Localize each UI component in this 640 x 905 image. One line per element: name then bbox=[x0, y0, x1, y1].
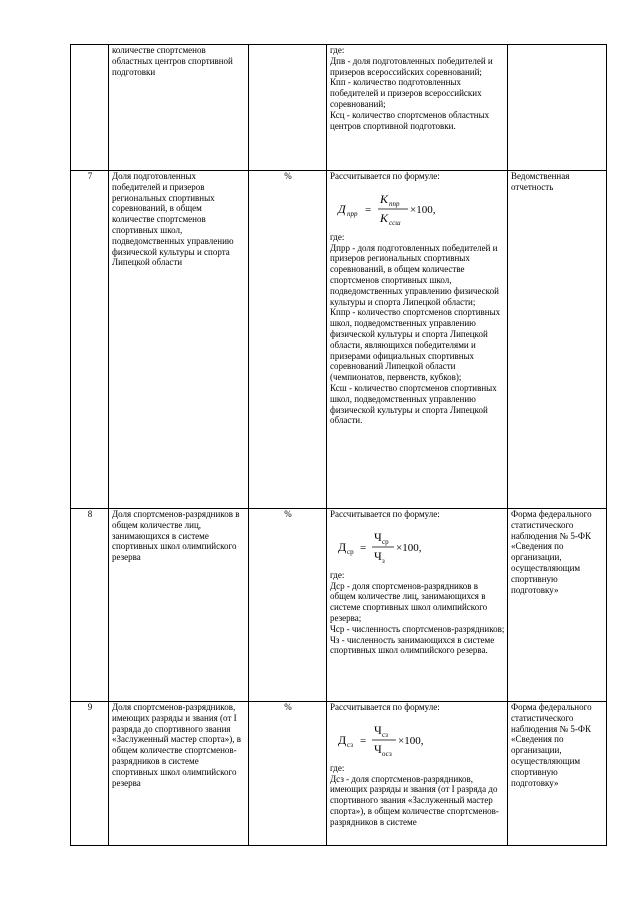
formula-equals: = bbox=[360, 541, 367, 554]
indicator-name: Доля спортсменов-разрядников, имеющих разряды и звания (от I разряда до спортивного звания «Заслуженный мастер спорта»), в общем количестве спортсменов-разрядников в системе спортивных школ олимпийского резерва bbox=[109, 702, 249, 846]
method-line: Дсз - доля спортсменов-разрядников, имеющих разряды и звания (от I разряда до спортивного звания «Заслуженный мастер спорта»), в общем количестве спортсменов-разрядников в системе bbox=[330, 773, 499, 827]
indicators-table bbox=[70, 44, 607, 846]
formula-lhs: Д bbox=[338, 201, 346, 216]
formula-denominator: К bbox=[380, 210, 388, 225]
formula-equals: = bbox=[365, 203, 372, 216]
formula-tail: ×100, bbox=[410, 203, 436, 216]
method-line: Чз - численность занимающихся в системе спортивных школ олимпийского резерва. bbox=[330, 634, 495, 656]
method-line: Ксц - количество спортсменов областных центров спортивной подготовки. bbox=[330, 109, 490, 131]
method-line: Дпв - доля подготовленных победителей и призеров всероссийских соревнований; bbox=[330, 55, 493, 77]
formula-numerator: К bbox=[380, 191, 388, 206]
method-line: где: bbox=[330, 569, 345, 580]
formula bbox=[336, 526, 505, 566]
row-number: 7 bbox=[71, 171, 109, 509]
indicator-name: Доля спортсменов-разрядников в общем количестве лиц, занимающихся в системе спортивных школ олимпийского резерва bbox=[109, 509, 249, 702]
table-row bbox=[71, 702, 607, 846]
table-row bbox=[71, 45, 607, 171]
method-line: где: bbox=[330, 762, 345, 773]
unit-cell: % bbox=[249, 702, 327, 846]
table-row bbox=[71, 509, 607, 702]
formula-lhs: Д bbox=[338, 732, 347, 747]
method-line: где: bbox=[330, 45, 345, 55]
formula-lhs: Д bbox=[338, 539, 347, 554]
formula-tail: ×100, bbox=[398, 734, 424, 747]
formula bbox=[336, 188, 505, 228]
indicator-name: количестве спортсменов областных центров спортивной подготовки bbox=[109, 45, 249, 171]
formula-numerator-sub: cз bbox=[382, 730, 388, 739]
method-line: Дпрр - доля подготовленных победителей и призеров региональных спортивных соревнований, в общем количестве спортсменов спортивных школ, подведомственных управлению физической культуры и спорта Липецкой области; bbox=[330, 242, 499, 307]
source-cell: Ведомственная отчетность bbox=[508, 171, 607, 509]
formula bbox=[336, 719, 505, 759]
source-cell bbox=[508, 45, 607, 171]
formula-numerator: Ч bbox=[374, 529, 382, 544]
formula-denominator-sub: осз bbox=[382, 749, 392, 758]
formula-graphic bbox=[336, 188, 456, 228]
method-cell bbox=[327, 509, 508, 702]
formula-denominator-sub: з bbox=[382, 556, 385, 565]
formula-tail: ×100, bbox=[396, 541, 422, 554]
formula-denominator-sub: ссш bbox=[389, 218, 401, 227]
method-line: Ксш - количество спортсменов спортивных школ, подведомственных управлению физической культуры и спорта Липецкой области. bbox=[330, 382, 497, 426]
method-line: Кпп - количество подготовленных победителей и призеров всероссийских соревнований; bbox=[330, 77, 482, 109]
method-line: где: bbox=[330, 231, 345, 242]
unit-cell: % bbox=[249, 509, 327, 702]
method-cell bbox=[327, 171, 508, 509]
formula-equals: = bbox=[360, 734, 367, 747]
formula-numerator-sub: ср bbox=[382, 537, 389, 546]
formula-lhs-sub: пpр bbox=[347, 209, 358, 218]
method-cell bbox=[327, 702, 508, 846]
formula-lhs-sub: сз bbox=[347, 740, 354, 749]
row-number bbox=[71, 45, 109, 171]
indicator-name: Доля подготовленных победителей и призеров региональных спортивных соревнований, в общем количестве спортсменов спортивных школ, подведомственных управлению физической культуры и спорта Липецкой области bbox=[109, 171, 249, 509]
row-number: 8 bbox=[71, 509, 109, 702]
formula-numerator-sub: ппр bbox=[389, 199, 400, 208]
method-line: Дср - доля спортсменов-разрядников в общем количестве лиц, занимающихся в системе спортивных школ олимпийского резерва; bbox=[330, 580, 488, 623]
formula-intro: Рассчитывается по формуле: bbox=[330, 171, 440, 181]
formula-intro: Рассчитывается по формуле: bbox=[330, 509, 440, 519]
formula-lhs-sub: ср bbox=[347, 547, 354, 556]
source-cell: Форма федерального статистического наблюдения № 5-ФК «Сведения по организации, осуществляющим спортивную подготовку» bbox=[508, 509, 607, 702]
formula-graphic bbox=[336, 719, 456, 759]
row-number: 9 bbox=[71, 702, 109, 846]
table-row bbox=[71, 171, 607, 509]
formula-numerator: Ч bbox=[374, 722, 382, 737]
method-cell bbox=[327, 45, 508, 171]
formula-denominator: Ч bbox=[374, 548, 382, 563]
method-line: Кппр - количество спортсменов спортивных школ, подведомственных управлению физической культуры и спорта Липецкой области, являющихся победителями и призерами официальных спортивных соревнований Липецкой области (чемпионатов, первенств, кубков); bbox=[330, 307, 501, 383]
method-line: Чср - численность спортсменов-разрядников; bbox=[330, 623, 505, 634]
unit-cell: % bbox=[249, 171, 327, 509]
formula-intro: Рассчитывается по формуле: bbox=[330, 702, 440, 712]
formula-denominator: Ч bbox=[374, 741, 382, 756]
source-cell: Форма федерального статистического наблюдения № 5-ФК «Сведения по организации, осуществляющим спортивную подготовку» bbox=[508, 702, 607, 846]
formula-graphic bbox=[336, 526, 456, 566]
unit-cell bbox=[249, 45, 327, 171]
